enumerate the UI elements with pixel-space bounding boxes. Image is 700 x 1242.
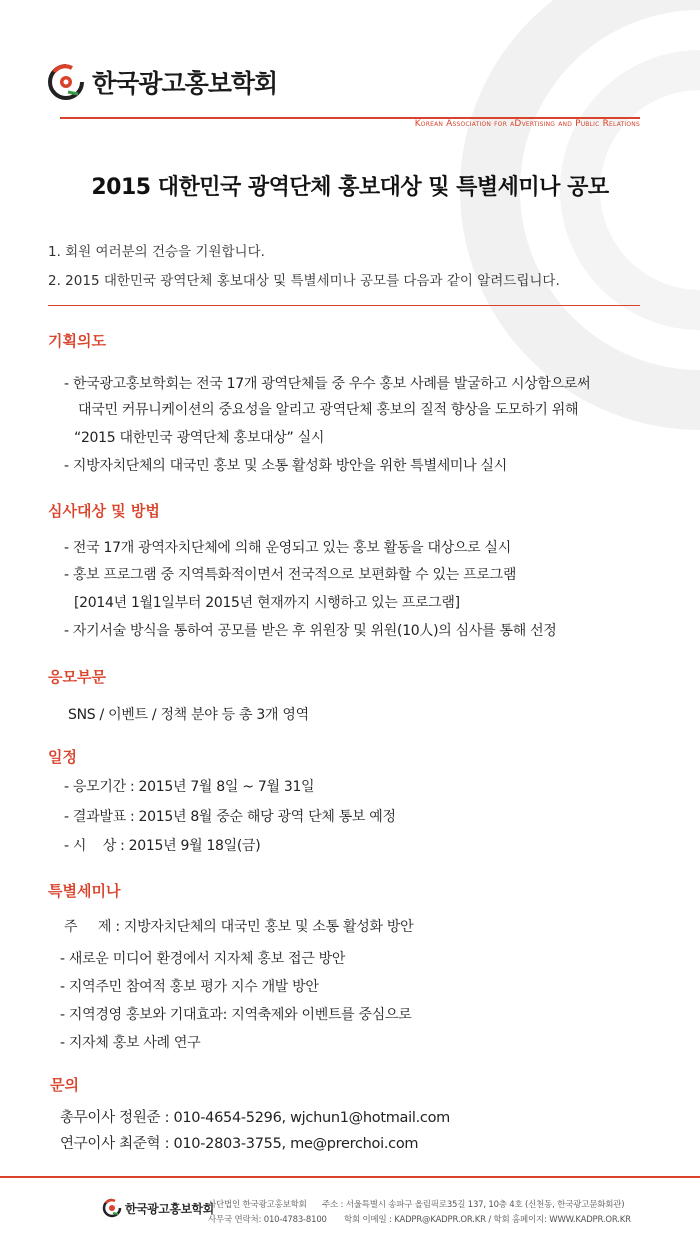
logo-text: 한국광고홍보학회 <box>92 69 278 98</box>
intro-line: 1. 회원 여러분의 건승을 기원합니다. <box>48 244 265 260</box>
section-heading-schedule: 일정 <box>48 748 77 766</box>
seminar-line: - 지역경영 홍보와 기대효과: 지역축제와 이벤트를 중심으로 <box>60 1007 412 1023</box>
footer-org: 사단법인 한국광고홍보학회 <box>208 1200 307 1210</box>
schedule-line: - 결과발표 : 2015년 8월 중순 해당 광역 단체 통보 예정 <box>64 809 396 825</box>
seminar-line: - 새로운 미디어 환경에서 지자체 홍보 접근 방안 <box>60 951 346 967</box>
logo-mark-icon <box>46 62 86 102</box>
contact-line: 총무이사 정원준 : 010-4654-5296, wjchun1@hotmail.com <box>60 1110 450 1126</box>
section-heading-review: 심사대상 및 방법 <box>48 502 160 520</box>
section-heading-purpose: 기획의도 <box>48 332 106 350</box>
section-heading-seminar: 특별세미나 <box>48 882 121 900</box>
categories-line: SNS / 이벤트 / 정책 분야 등 총 3개 영역 <box>68 707 309 723</box>
purpose-line: - 지방자치단체의 대국민 홍보 및 소통 활성화 방안을 위한 특별세미나 실시 <box>64 458 507 474</box>
footer-divider <box>0 1176 700 1178</box>
footer-logo-mark-icon <box>102 1198 122 1218</box>
review-line: [2014년 1월1일부터 2015년 현재까지 시행하고 있는 프로그램] <box>74 595 460 611</box>
section-heading-contact: 문의 <box>50 1076 79 1094</box>
footer-email-web: 학회 이메일 : KADPR@KADPR.OR.KR / 학회 홈페이지: WWW.KADPR.OR.KR <box>344 1215 631 1225</box>
section-heading-categories: 응모부문 <box>48 668 106 686</box>
tagline: Korean Association for aDvertising and Public Relations <box>414 119 640 129</box>
footer-phone: 사무국 연락처: 010-4783-8100 <box>208 1215 327 1225</box>
footer-logo <box>102 1198 214 1218</box>
review-line: - 전국 17개 광역자치단체에 의해 운영되고 있는 홍보 활동을 대상으로 실시 <box>64 540 511 556</box>
review-line: - 홍보 프로그램 중 지역특화적이면서 전국적으로 보편화할 수 있는 프로그램 <box>64 567 517 583</box>
purpose-line: “2015 대한민국 광역단체 홍보대상” 실시 <box>74 430 325 446</box>
review-line: - 자기서술 방식을 통하여 공모를 받은 후 위원장 및 위원(10人)의 심사를 통해 선정 <box>64 623 557 639</box>
footer-address: 주소 : 서울특별시 송파구 올림픽로35길 137, 10층 4호 (신천동, 한국광고문화회관) <box>322 1200 625 1210</box>
purpose-line: - 한국광고홍보학회는 전국 17개 광역단체들 중 우수 홍보 사례를 발굴하고 시상함으로써 <box>64 376 591 392</box>
contact-line: 연구이사 최준혁 : 010-2803-3755, me@prerchoi.com <box>60 1136 419 1152</box>
intro <box>48 238 560 296</box>
footer-logo-text: 한국광고홍보학회 <box>125 1201 214 1216</box>
seminar-line: 주 제 : 지방자치단체의 대국민 홍보 및 소통 활성화 방안 <box>64 919 414 935</box>
schedule-line: - 시 상 : 2015년 9월 18일(금) <box>64 838 261 854</box>
seminar-line: - 지자체 홍보 사례 연구 <box>60 1035 201 1051</box>
section-divider <box>48 305 640 306</box>
seminar-line: - 지역주민 참여적 홍보 평가 지수 개발 방안 <box>60 979 319 995</box>
header <box>0 0 700 140</box>
intro-line: 2. 2015 대한민국 광역단체 홍보대상 및 특별세미나 공모를 다음과 같이 알려드립니다. <box>48 273 560 289</box>
purpose-line: 대국민 커뮤니케이션의 중요성을 알리고 광역단체 홍보의 질적 향상을 도모하기 위해 <box>78 402 579 418</box>
logo <box>46 62 277 102</box>
schedule-line: - 응모기간 : 2015년 7월 8일 ~ 7월 31일 <box>64 779 315 795</box>
page-title: 2015 대한민국 광역단체 홍보대상 및 특별세미나 공모 <box>91 175 609 200</box>
